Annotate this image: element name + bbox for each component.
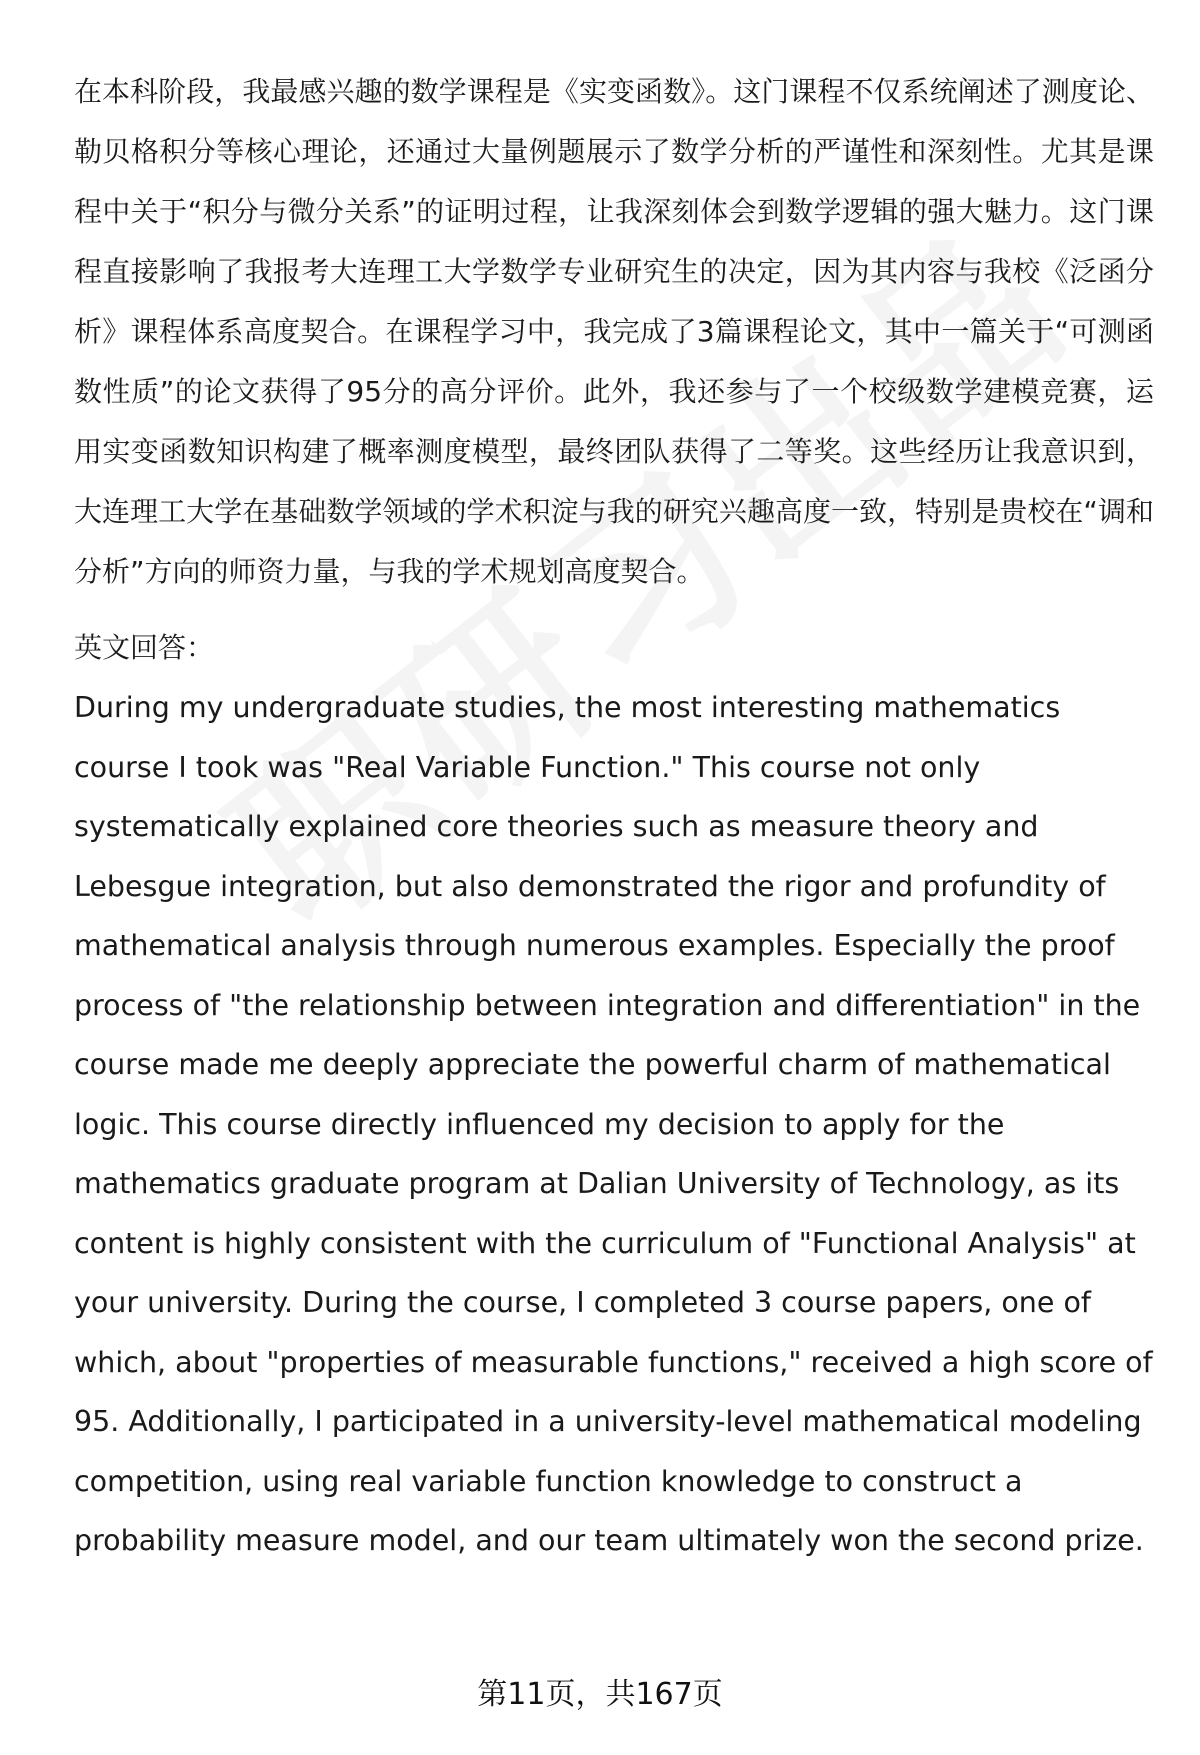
- english-answer-heading: 英文回答：: [74, 631, 215, 664]
- answer-content: [74, 62, 1154, 1571]
- page-number-footer: 第11页，共167页: [477, 1677, 723, 1712]
- english-answer-paragraph: During my undergraduate studies, the most interesting mathematics course I took was "Real Variable Function." This course not only systematically explained core theories such as measure theory and Lebesgue integration, but also demonstrated the rigor and profundity of mathematical analysis through numerous examples. Especially the proof process of "the relationship between integration and differentiation" in the course made me deeply appreciate the powerful charm of mathematical logic. This course directly influenced my decision to apply for the mathematics graduate program at Dalian University of Technology, as its content is highly consistent with the curriculum of "Functional Analysis" at your university. During the course, I completed 3 course papers, one of which, about "properties of measurable functions," received a high score of 95. Additionally, I participated in a university-level mathematical modeling competition, using real variable function knowledge to construct a probability measure model, and our team ultimately won the second prize.: [74, 691, 1153, 1557]
- chinese-answer-paragraph: 在本科阶段，我最感兴趣的数学课程是《实变函数》。这门课程不仅系统阐述了测度论、勒贝格积分等核心理论，还通过大量例题展示了数学分析的严谨性和深刻性。尤其是课程中关于“积分与微分关系”的证明过程，让我深刻体会到数学逻辑的强大魅力。这门课程直接影响了我报考大连理工大学数学专业研究生的决定，因为其内容与我校《泛函分析》课程体系高度契合。在课程学习中，我完成了3篇课程论文，其中一篇关于“可测函数性质”的论文获得了95分的高分评价。此外，我还参与了一个校级数学建模竞赛，运用实变函数知识构建了概率测度模型，最终团队获得了二等奖。这些经历让我意识到，大连理工大学在基础数学领域的学术积淀与我的研究兴趣高度一致，特别是贵校在“调和分析”方向的师资力量，与我的学术规划高度契合。: [74, 75, 1154, 588]
